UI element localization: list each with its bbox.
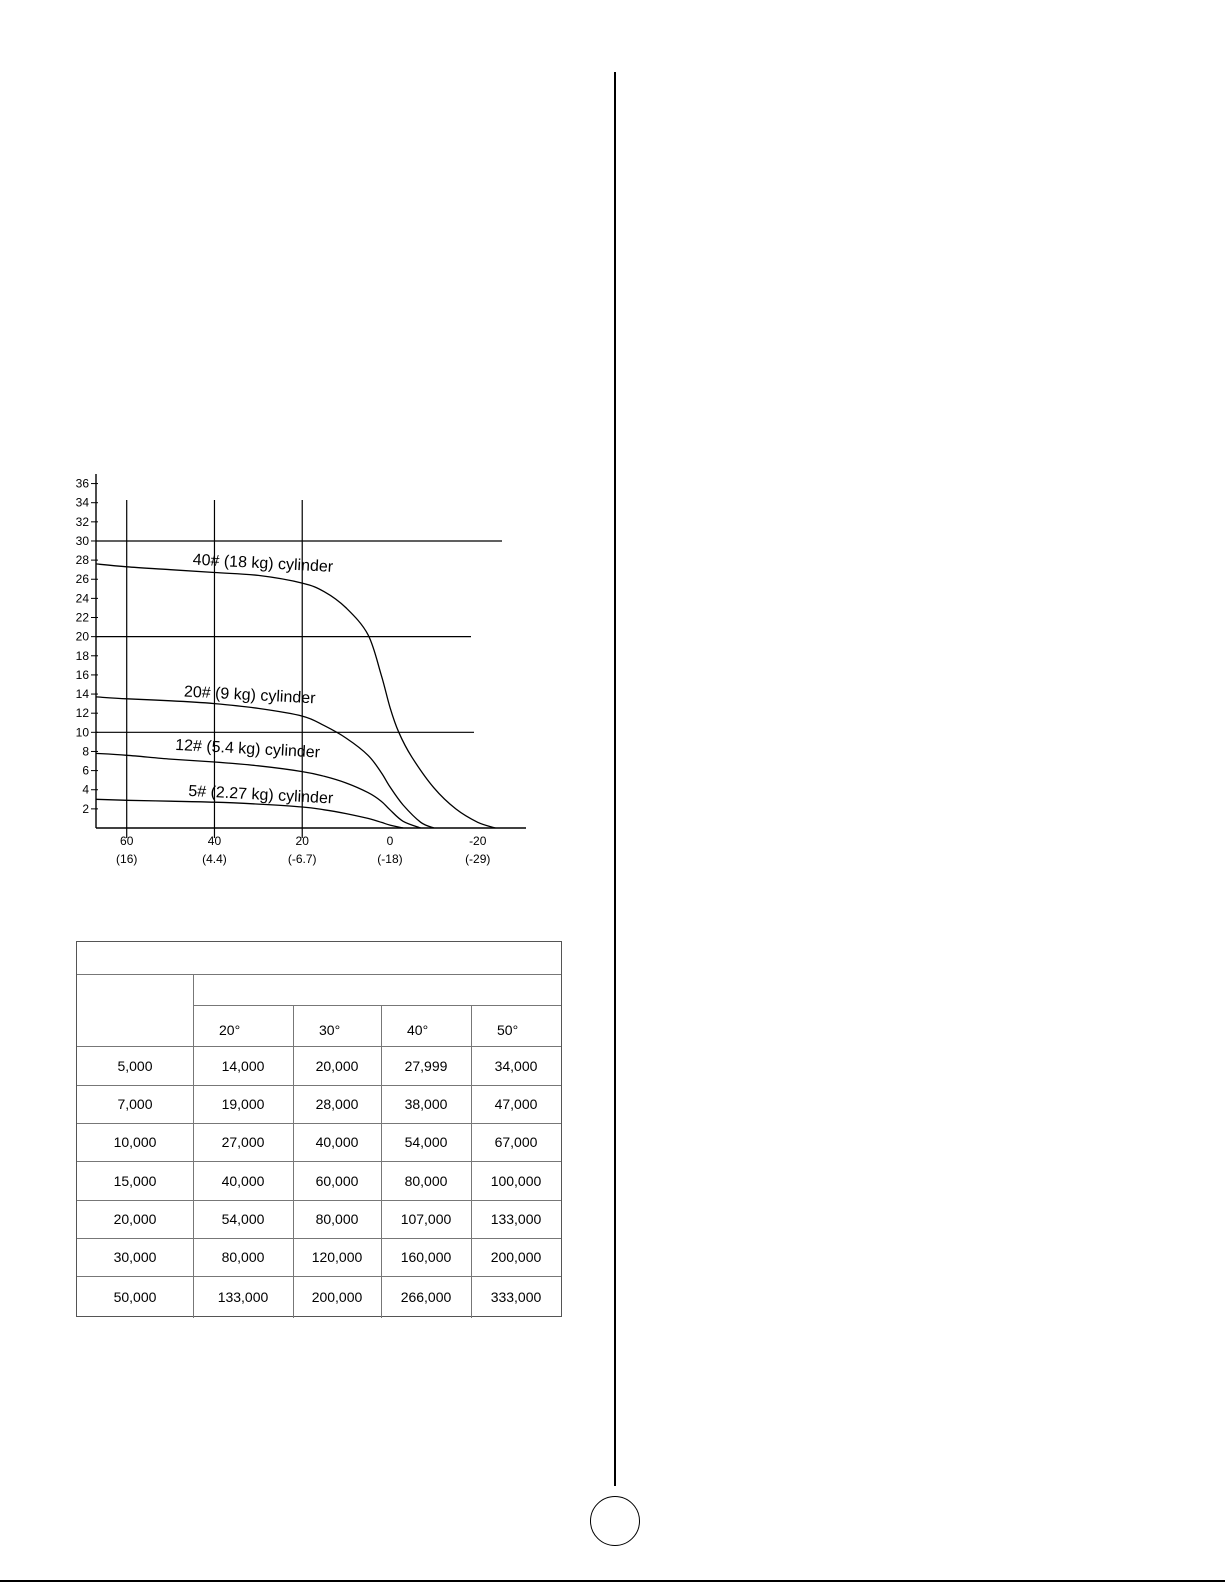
table-cell: 27,000 [221,1134,265,1150]
series-5lb-curve [96,799,403,828]
table-row-header: 30,000 [113,1249,157,1265]
table-cell: 80,000 [315,1211,359,1227]
table-row-header: 10,000 [113,1134,157,1150]
table-cell: 160,000 [400,1249,452,1265]
y-tick-label-28: 28 [76,553,89,568]
series-40lb-label: 40# (18 kg) cylinder [192,551,334,576]
table-cell: 67,000 [494,1134,538,1150]
table-cell: 38,000 [404,1096,448,1112]
table-cell: 333,000 [490,1289,542,1305]
x-tick-label--20: -20 [469,834,487,848]
table-cell: 80,000 [404,1172,448,1189]
footer-rule [0,1580,1225,1582]
table-cell: 266,000 [400,1289,452,1305]
table-row-header: 15,000 [113,1172,157,1189]
series-5lb-label: 5# (2.27 kg) cylinder [187,782,334,808]
y-tick-label-22: 22 [76,610,89,625]
y-tick-label-10: 10 [76,725,89,740]
vapor-capacity-chart [76,470,546,870]
y-tick-label-2: 2 [82,801,89,816]
x-tick-sublabel-60: (16) [116,852,138,866]
x-tick-sublabel-40: (4.4) [202,852,227,866]
x-tick-label-60: 60 [120,834,134,848]
capacity-table [76,941,562,1317]
column-header: 20° [219,1021,241,1038]
table-rule-group [193,1005,561,1006]
table-cell: 20,000 [315,1057,359,1074]
y-tick-label-24: 24 [76,591,89,606]
y-tick-label-12: 12 [76,706,89,721]
y-tick-label-34: 34 [76,495,89,510]
chart-canvas [76,470,546,870]
y-tick-label-14: 14 [76,687,89,702]
table-cell: 200,000 [490,1249,542,1265]
y-tick-label-4: 4 [82,782,89,797]
column-divider [614,72,616,1486]
table-cell: 19,000 [221,1096,265,1112]
table-cell: 47,000 [494,1096,538,1112]
table-title [77,942,561,974]
table-row-header: 20,000 [113,1211,157,1227]
x-tick-sublabel-0: (-18) [377,852,403,866]
column-header: 40° [407,1021,429,1038]
table-cell: 54,000 [404,1134,448,1150]
page-number-badge [590,1496,640,1546]
y-tick-label-30: 30 [76,533,89,548]
series-12lb-label: 12# (5.4 kg) cylinder [174,736,321,762]
x-tick-sublabel--20: (-29) [465,852,491,866]
series-20lb-curve [96,697,434,828]
x-tick-label-0: 0 [386,834,394,848]
table-cell: 34,000 [494,1057,538,1074]
y-tick-label-32: 32 [76,514,89,529]
table-cell: 133,000 [490,1211,542,1227]
table-cell: 133,000 [217,1289,269,1305]
series-20lb-label: 20# (9 kg) cylinder [183,683,316,708]
x-tick-label-40: 40 [207,834,222,848]
y-tick-label-20: 20 [76,629,89,644]
table-cell: 27,999 [404,1057,448,1074]
y-tick-label-18: 18 [76,648,89,663]
table-cell: 40,000 [315,1134,359,1150]
table-cell: 107,000 [400,1211,452,1227]
y-tick-label-36: 36 [76,476,89,491]
y-tick-label-8: 8 [82,744,89,759]
table-row-header: 7,000 [117,1096,153,1112]
x-tick-sublabel-20: (-6.7) [287,852,317,866]
table-cell: 80,000 [221,1249,265,1265]
y-tick-label-6: 6 [82,763,89,778]
table-rule-title [77,974,561,975]
table-cell: 200,000 [311,1289,363,1305]
x-tick-label-20: 20 [295,834,309,848]
y-tick-label-26: 26 [76,572,89,587]
group-header-label [193,974,561,1005]
row-header-label [77,974,193,1046]
table-cell: 28,000 [315,1096,359,1112]
table-cell: 54,000 [221,1211,265,1227]
table-cell: 100,000 [490,1172,542,1189]
table-cell: 60,000 [315,1172,359,1189]
table-row-header: 50,000 [113,1289,157,1305]
y-tick-label-16: 16 [76,667,89,682]
table-row-header: 5,000 [117,1057,153,1074]
table-cell: 40,000 [221,1172,265,1189]
table-cell: 120,000 [311,1249,363,1265]
column-header: 30° [319,1021,341,1038]
column-header: 50° [497,1021,519,1038]
table-cell: 14,000 [221,1057,265,1074]
